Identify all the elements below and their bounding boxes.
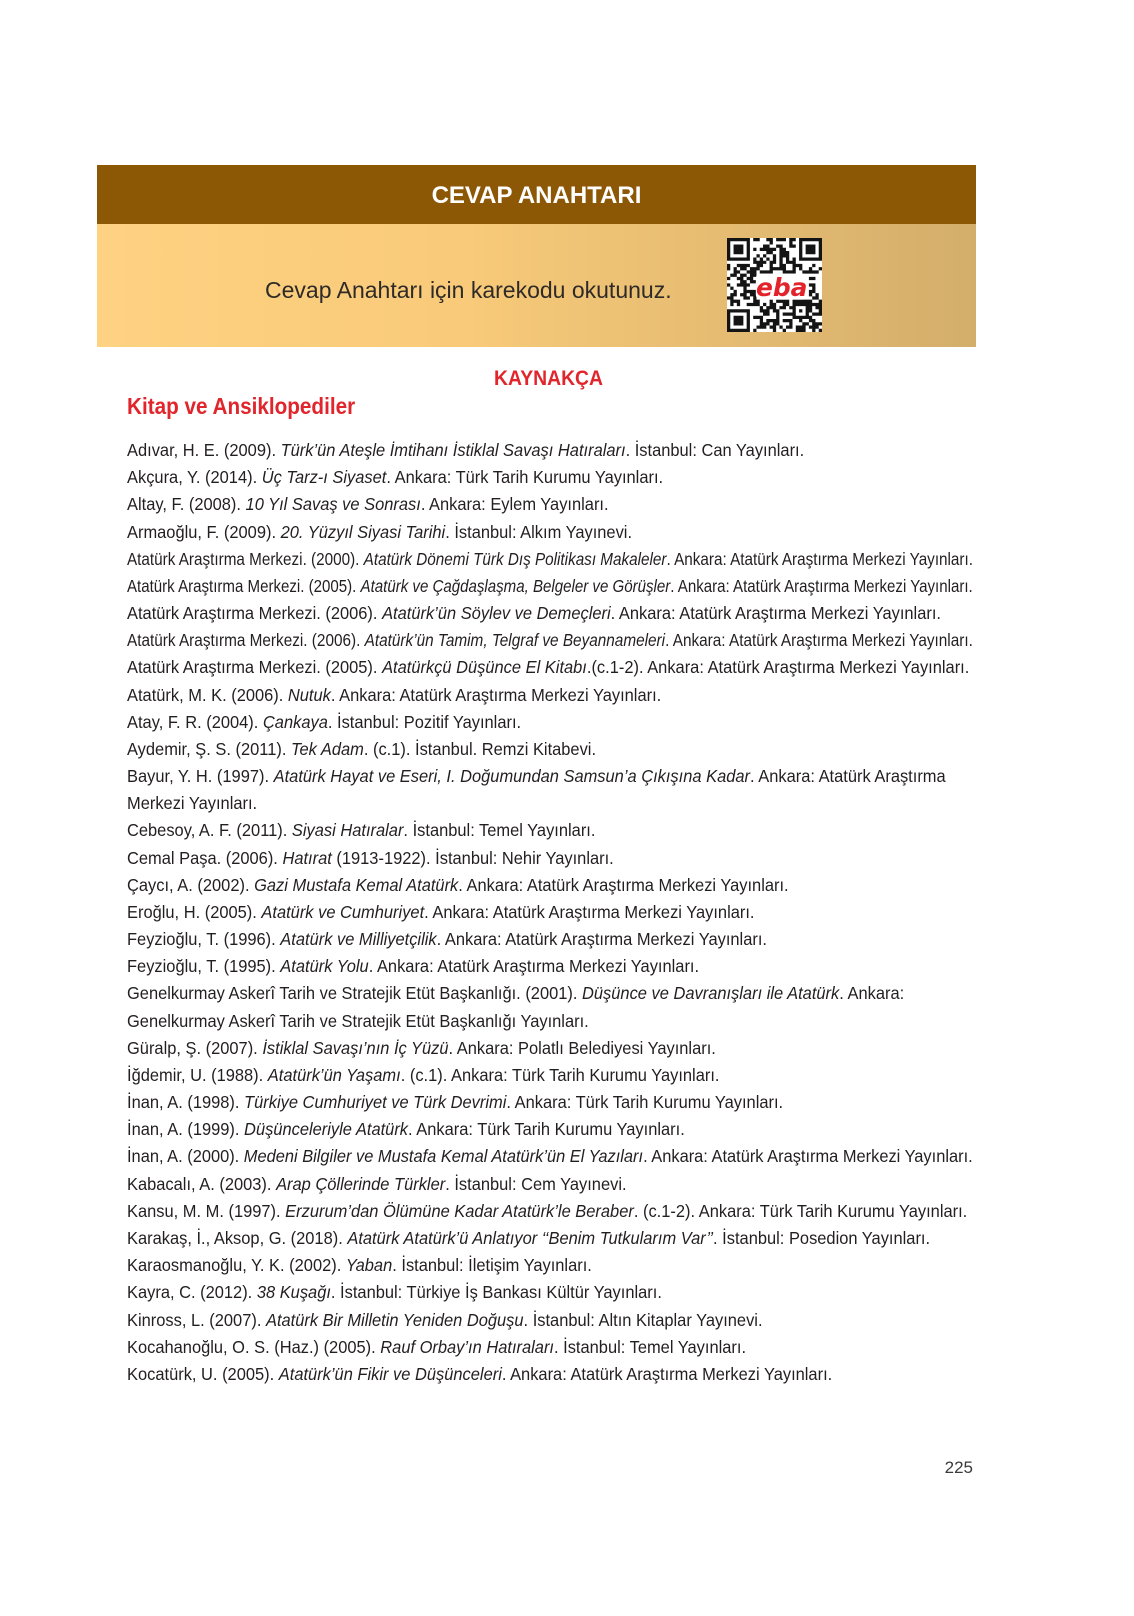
reference-text (127, 899, 754, 926)
reference-author: Karaosmanoğlu, Y. K. (2002). (127, 1255, 346, 1276)
reference-entry (127, 763, 975, 790)
qr-instruction: Cevap Anahtarı için karekodu okutunuz. (265, 277, 672, 303)
reference-continuation: Genelkurmay Askerî Tarih ve Stratejik Etüt Başkanlığı Yayınları. (127, 1010, 589, 1031)
reference-title: Atatürk Bir Milletin Yeniden Doğuşu (265, 1309, 524, 1330)
reference-entry (127, 980, 975, 1007)
reference-author: Atatürk Araştırma Merkezi. (2006). (127, 603, 383, 624)
reference-text (127, 763, 946, 790)
reference-title: Siyasi Hatıralar (291, 820, 404, 841)
reference-entry (127, 654, 975, 681)
page-number: 225 (944, 1458, 973, 1477)
reference-author: Kinross, L. (2007). (127, 1309, 266, 1330)
reference-text (127, 817, 595, 844)
reference-text (127, 1143, 973, 1170)
reference-entry (127, 1143, 975, 1170)
reference-entry (127, 899, 975, 926)
reference-text (127, 600, 941, 627)
reference-publisher: . Ankara: Türk Tarih Kurumu Yayınları. (386, 467, 664, 488)
reference-text (127, 980, 904, 1007)
reference-title: Erzurum’dan Ölümüne Kadar Atatürk’le Beraber (285, 1200, 634, 1221)
reference-publisher: . Ankara: Atatürk Araştırma Merkezi Yayınları. (670, 575, 973, 596)
reference-author: Cebesoy, A. F. (2011). (127, 820, 292, 841)
reference-author: Kansu, M. M. (1997). (127, 1200, 286, 1221)
reference-publisher: . (c.1). Ankara: Türk Tarih Kurumu Yayınları. (400, 1064, 720, 1085)
reference-text (127, 1361, 832, 1388)
reference-text (127, 573, 973, 600)
bibliography-heading-text: KAYNAKÇA (494, 366, 604, 390)
reference-publisher: . Ankara: Eylem Yayınları. (420, 494, 609, 515)
reference-author: Atatürk Araştırma Merkezi. (2005). (127, 575, 361, 596)
reference-entry (127, 519, 975, 546)
reference-text (127, 872, 789, 899)
reference-entry-continuation (127, 1008, 975, 1035)
reference-title: Rauf Orbay’ın Hatıraları (380, 1336, 554, 1357)
reference-entry (127, 845, 975, 872)
reference-author: Çaycı, A. (2002). (127, 874, 255, 895)
reference-author: Güralp, Ş. (2007). (127, 1037, 263, 1058)
reference-title: Tek Adam (290, 738, 364, 759)
reference-publisher: . İstanbul: Alkım Yayınevi. (445, 521, 633, 542)
reference-publisher: . Ankara: Atatürk Araştırma Merkezi Yayınları. (458, 874, 789, 895)
reference-title: 38 Kuşağı (256, 1282, 331, 1303)
reference-text (127, 654, 969, 681)
reference-publisher: . Ankara: Türk Tarih Kurumu Yayınları. (408, 1119, 685, 1140)
reference-entry (127, 600, 975, 627)
reference-publisher: (1913-1922). İstanbul: Nehir Yayınları. (331, 847, 614, 868)
reference-entry-continuation (127, 790, 975, 817)
reference-author: Atatürk Araştırma Merkezi. (2000). (127, 548, 364, 569)
qr-code (727, 238, 822, 332)
reference-title: Atatürk’ün Tamim, Telgraf ve Beyannameleri (364, 630, 666, 651)
reference-publisher: . Ankara: Atatürk Araştırma (749, 766, 946, 787)
reference-entry (127, 1035, 975, 1062)
reference-text (127, 1279, 662, 1306)
reference-author: Aydemir, Ş. S. (2011). (127, 738, 291, 759)
reference-author: Kocahanoğlu, O. S. (Haz.) (2005). (127, 1336, 381, 1357)
reference-text (127, 1307, 763, 1334)
reference-publisher: . İstanbul: Temel Yayınları. (403, 820, 596, 841)
reference-author: Adıvar, H. E. (2009). (127, 440, 281, 460)
answer-key-title: CEVAP ANAHTARI (431, 182, 642, 209)
reference-entry (127, 736, 975, 763)
reference-text (127, 546, 973, 573)
reference-text (127, 1116, 685, 1143)
reference-entry (127, 1361, 975, 1388)
reference-publisher: . Ankara: Atatürk Araştırma Merkezi Yayınları. (330, 684, 662, 705)
reference-entry (127, 926, 975, 953)
reference-entry (127, 682, 975, 709)
reference-text (127, 1198, 967, 1225)
reference-title: Atatürk Yolu (280, 956, 369, 977)
reference-author: İnan, A. (2000). (127, 1146, 244, 1167)
reference-text (127, 845, 614, 872)
reference-text (127, 953, 699, 980)
reference-publisher: . Ankara: Atatürk Araştırma Merkezi Yayınları. (436, 929, 767, 950)
reference-author: İnan, A. (1998). (127, 1092, 245, 1113)
reference-author: Feyzioğlu, T. (1995). (127, 956, 281, 977)
reference-entry (127, 1062, 975, 1089)
reference-title: Atatürk Hayat ve Eseri, I. Doğumundan Samsun’a Çıkışına Kadar (273, 766, 750, 787)
reference-author: Altay, F. (2008). (127, 494, 246, 515)
reference-title: Atatürk ve Milliyetçilik (280, 929, 437, 950)
reference-title: Atatürk’ün Söylev ve Demeçleri (382, 603, 611, 624)
reference-title: Yaban (345, 1255, 393, 1276)
reference-text (127, 1035, 716, 1062)
reference-publisher: . (c.1-2). Ankara: Türk Tarih Kurumu Yayınları. (633, 1200, 968, 1221)
reference-text (127, 682, 661, 709)
reference-author: Kayra, C. (2012). (127, 1282, 257, 1303)
reference-entry (127, 546, 975, 573)
reference-title: Arap Çöllerinde Türkler (276, 1173, 446, 1194)
reference-publisher: . İstanbul: Pozitif Yayınları. (327, 711, 522, 732)
reference-entry (127, 437, 975, 464)
reference-title: Atatürk Atatürk’ü Anlatıyor ‘‘Benim Tutkularım Var’’ (347, 1227, 714, 1248)
reference-text (127, 1062, 719, 1089)
reference-author: Eroğlu, H. (2005). (127, 901, 262, 922)
reference-title: Türkiye Cumhuriyet ve Türk Devrimi (244, 1092, 507, 1113)
reference-title: 10 Yıl Savaş ve Sonrası (245, 494, 421, 515)
answer-key-panel (97, 224, 976, 347)
reference-text (127, 437, 804, 464)
reference-author: Atatürk Araştırma Merkezi. (2005). (127, 657, 383, 678)
reference-entry (127, 1198, 975, 1225)
reference-title: Medeni Bilgiler ve Mustafa Kemal Atatürk’ün El Yazıları (243, 1146, 644, 1167)
reference-text (127, 464, 663, 491)
reference-entry (127, 573, 975, 600)
reference-publisher: . Ankara: Atatürk Araştırma Merkezi Yayınları. (424, 901, 755, 922)
reference-entry (127, 1089, 975, 1116)
reference-publisher: . (c.1). İstanbul. Remzi Kitabevi. (363, 738, 597, 759)
reference-publisher: . İstanbul: Temel Yayınları. (553, 1336, 747, 1357)
reference-publisher: . İstanbul: Altın Kitaplar Yayınevi. (523, 1309, 763, 1330)
reference-title: Atatürk ve Cumhuriyet (261, 901, 425, 922)
reference-publisher: . İstanbul: Can Yayınları. (625, 440, 805, 460)
reference-publisher: . İstanbul: Cem Yayınevi. (445, 1173, 627, 1194)
reference-entry (127, 817, 975, 844)
reference-publisher: . Ankara: Türk Tarih Kurumu Yayınları. (506, 1092, 784, 1113)
reference-title: İstiklal Savaşı’nın İç Yüzü (262, 1037, 449, 1058)
reference-title: Düşünce ve Davranışları ile Atatürk (582, 983, 840, 1004)
reference-author: Cemal Paşa. (2006). (127, 847, 283, 868)
reference-author: Armaoğlu, F. (2009). (127, 521, 281, 542)
reference-text (127, 1008, 589, 1035)
section-title: Kitap ve Ansiklopediler (127, 393, 356, 419)
reference-author: İğdemir, U. (1988). (127, 1064, 268, 1085)
reference-author: Akçura, Y. (2014). (127, 467, 262, 488)
reference-title: Atatürkçü Düşünce El Kitabı (382, 657, 587, 678)
reference-title: Düşünceleriyle Atatürk (244, 1119, 409, 1140)
reference-author: Kocatürk, U. (2005). (127, 1363, 279, 1384)
reference-entry (127, 1225, 975, 1252)
reference-title: Atatürk Dönemi Türk Dış Politikası Makaleler (363, 548, 667, 569)
reference-publisher: . Ankara: Atatürk Araştırma Merkezi Yayınları. (665, 630, 973, 651)
reference-title: Üç Tarz-ı Siyaset (261, 467, 387, 488)
reference-text (127, 926, 767, 953)
reference-title: Gazi Mustafa Kemal Atatürk (254, 874, 459, 895)
reference-title: 20. Yüzyıl Siyasi Tarihi (280, 521, 446, 542)
reference-text (127, 736, 596, 763)
reference-author: Karakaş, İ., Aksop, G. (2018). (127, 1227, 348, 1248)
reference-author: Bayur, Y. H. (1997). (127, 766, 274, 787)
reference-text (127, 1171, 627, 1198)
reference-author: Feyzioğlu, T. (1996). (127, 929, 281, 950)
reference-list (127, 437, 975, 1388)
reference-text (127, 709, 521, 736)
reference-entry (127, 1171, 975, 1198)
reference-text (127, 1225, 930, 1252)
reference-author: Genelkurmay Askerî Tarih ve Stratejik Etüt Başkanlığı. (2001). (127, 983, 583, 1004)
reference-title: Atatürk’ün Fikir ve Düşünceleri (278, 1363, 502, 1384)
reference-title: Atatürk’ün Yaşamı (267, 1064, 401, 1085)
reference-author: Atatürk, M. K. (2006). (127, 684, 288, 705)
reference-entry (127, 1252, 975, 1279)
reference-publisher: . İstanbul: İletişim Yayınları. (392, 1255, 592, 1276)
reference-entry (127, 491, 975, 518)
reference-text (127, 491, 609, 518)
reference-entry (127, 464, 975, 491)
reference-text (127, 519, 632, 546)
reference-author: Atay, F. R. (2004). (127, 711, 263, 732)
reference-entry (127, 1334, 975, 1361)
reference-publisher: . Ankara: Atatürk Araştırma Merkezi Yayınları. (501, 1363, 833, 1384)
reference-text (127, 1089, 783, 1116)
reference-entry (127, 1307, 975, 1334)
answer-key-header (97, 165, 976, 224)
reference-text (127, 627, 973, 654)
reference-continuation: Merkezi Yayınları. (127, 793, 258, 814)
reference-publisher: . Ankara: (839, 983, 905, 1004)
reference-author: Kabacalı, A. (2003). (127, 1173, 277, 1194)
reference-entry (127, 1116, 975, 1143)
reference-publisher: . Ankara: Polatlı Belediyesi Yayınları. (448, 1037, 716, 1058)
reference-title: Hatırat (282, 847, 332, 868)
reference-title: Çankaya (262, 711, 328, 732)
reference-title: Atatürk ve Çağdaşlaşma, Belgeler ve Görüşler (360, 575, 671, 596)
reference-author: Atatürk Araştırma Merkezi. (2006). (127, 630, 365, 651)
reference-publisher: . Ankara: Atatürk Araştırma Merkezi Yayınları. (666, 548, 973, 569)
reference-entry (127, 709, 975, 736)
reference-publisher: . İstanbul: Posedion Yayınları. (713, 1227, 931, 1248)
reference-entry (127, 627, 975, 654)
reference-title: Türk’ün Ateşle İmtihanı İstiklal Savaşı Hatıraları (280, 440, 626, 460)
eba-logo: eba (755, 273, 808, 302)
reference-publisher: .(c.1-2). Ankara: Atatürk Araştırma Merkezi Yayınları. (586, 657, 970, 678)
reference-publisher: . Ankara: Atatürk Araştırma Merkezi Yayınları. (610, 603, 941, 624)
reference-title: Nutuk (287, 684, 331, 705)
bibliography-heading (449, 364, 649, 392)
reference-text (127, 1252, 592, 1279)
reference-entry (127, 1279, 975, 1306)
reference-entry (127, 872, 975, 899)
reference-entry (127, 953, 975, 980)
reference-text (127, 790, 257, 817)
reference-publisher: . İstanbul: Türkiye İş Bankası Kültür Yayınları. (330, 1282, 662, 1303)
reference-text (127, 1334, 746, 1361)
reference-publisher: . Ankara: Atatürk Araştırma Merkezi Yayınları. (643, 1146, 973, 1167)
reference-author: İnan, A. (1999). (127, 1119, 245, 1140)
reference-publisher: . Ankara: Atatürk Araştırma Merkezi Yayınları. (368, 956, 700, 977)
